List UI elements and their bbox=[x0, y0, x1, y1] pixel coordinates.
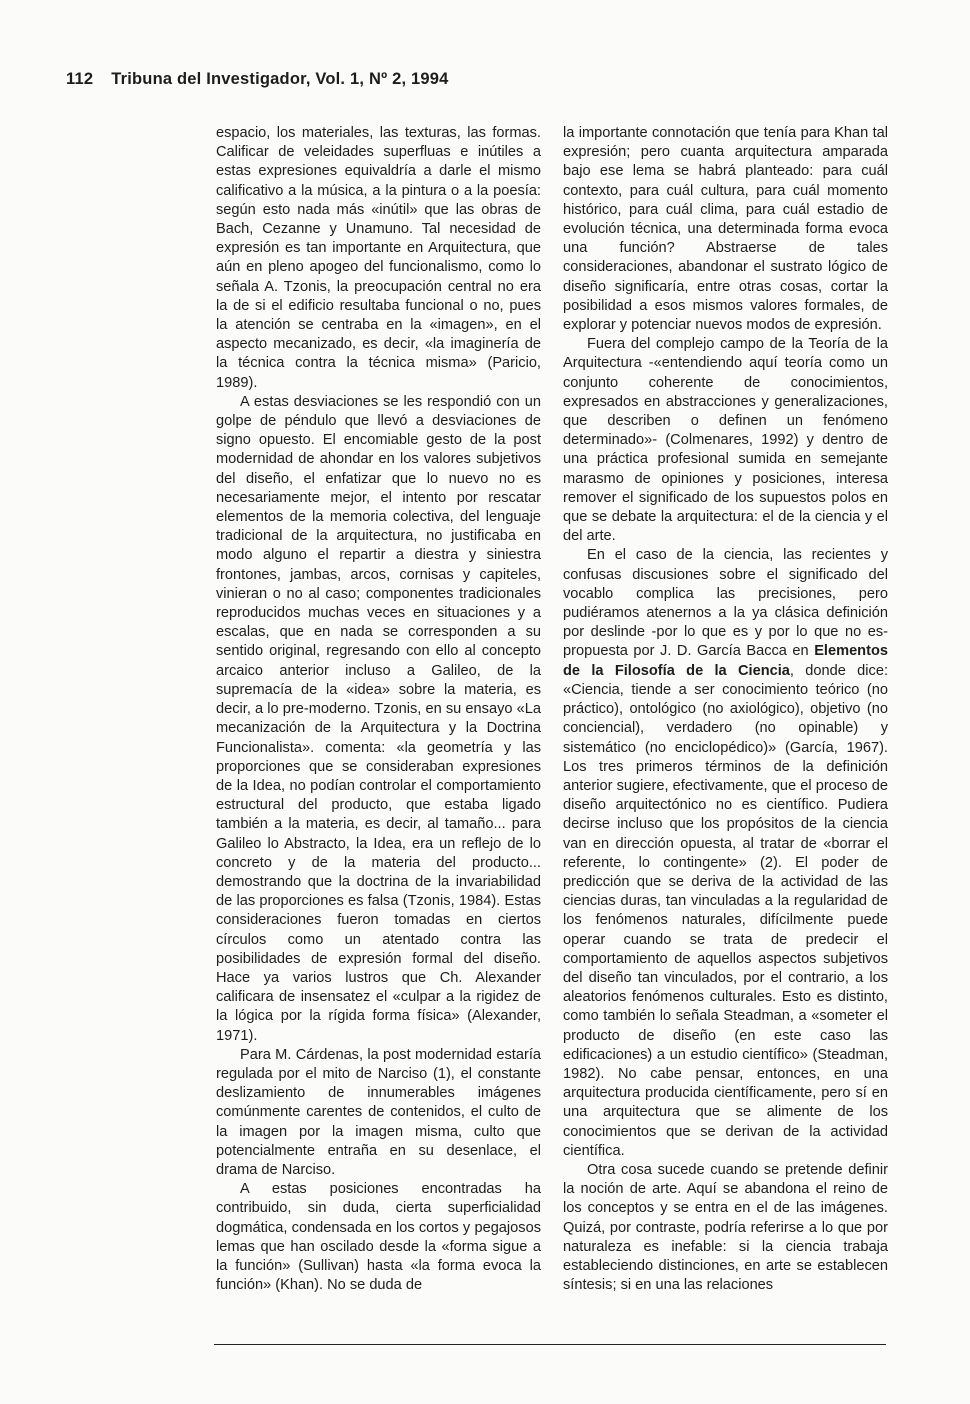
right-column bbox=[563, 124, 888, 1295]
paragraph: A estas desviaciones se les respondió con un golpe de péndulo que llevó a desviaciones de signo opuesto. El encomiable gesto de la post modernidad de ahondar en los valores subjetivos del diseño, el enfatizar que lo nuevo no es necesariamente mejor, el intento por rescatar elementos de la memoria colectiva, del lenguaje tradicional de la arquitectura, no justificaba en modo alguno el repartir a diestra y siniestra frontones, jambas, arcos, cornisas y capiteles, vinieran o no al caso; componentes tradicionales reproducidos muchas veces en situaciones y a escalas, que en nada se corresponden a su sentido original, regresando con ello al concepto arcaico anterior incluso a Galileo, de la supremacía de la «idea» sobre la materia, es decir, a lo pre-moderno. Tzonis, en su ensayo «La mecanización de la Arquitectura y la Doctrina Funcionalista». comenta: «la geometría y las proporciones que se consideraban expresiones de la Idea, no podían controlar el comportamiento estructural del producto, que estaba ligado también a la materia, es decir, al tamaño... para Galileo lo Abstracto, la Idea, era un reflejo de lo concreto y de la materia del producto... demostrando que la doctrina de la invariabilidad de las proporciones es falsa (Tzonis, 1984). Estas consideraciones fueron tomadas en ciertos círculos como un atentado contra las posibilidades de expresión formal del diseño. Hace ya varios lustros que Ch. Alexander calificara de insensatez el «culpar a la rigidez de la lógica por la rígida forma física» (Alexander, 1971). bbox=[216, 393, 541, 1044]
left-column bbox=[216, 124, 541, 1295]
paragraph: Para M. Cárdenas, la post modernidad estaría regulada por el mito de Narciso (1), el constante deslizamiento de innumerables imágenes comúnmente carentes de contenidos, el culto de la imagen por la imagen misma, culto que potencialmente entraña en su desenlace, el drama de Narciso. bbox=[216, 1046, 541, 1178]
running-header bbox=[66, 70, 449, 89]
paragraph bbox=[563, 546, 888, 1161]
journal-title: Tribuna del Investigador, Vol. 1, Nº 2, 1994 bbox=[111, 70, 449, 88]
text-run: , donde dice: «Ciencia, tiende a ser conocimiento teórico (no práctico), ontológico (no axiológico), objetivo (no conciencial), verdadero (no opinable) y sistemático (no enciclopédico)» (García, 1967). Los tres primeros términos de la definición anterior sugiere, efectivamente, que el proceso de diseño arquitectónico no es científico. Pudiera decirse incluso que los propósitos de la ciencia van en dirección opuesta, al tratar de «borrar el referente, lo contingente» (2). El poder de predicción que se deriva de la actividad de las ciencias duras, tan vinculadas a la regularidad de los fenómenos naturales, difícilmente puede operar cuando se trata de predecir el comportamiento de aquellos aspectos subjetivos del diseño tan vinculados, por el contrario, a los aleatorios fenómenos culturales. Esto es distinto, como también lo señala Steadman, a «someter el producto de diseño (en este caso las edificaciones) a un estudio científico» (Steadman, 1982). No cabe pensar, entonces, en una arquitectura producida científicamente, pero sí en una arquitectura que se alimente de los conocimientos que se derivan de la actividad científica. bbox=[563, 662, 889, 1159]
page-number: 112 bbox=[66, 70, 94, 88]
paragraph: A estas posiciones encontradas ha contribuido, sin duda, cierta superficialidad dogmática, condensada en los cortos y pegajosos lemas que han oscilado desde la «forma sigue a la función» (Sullivan) hasta «la forma evoca la función» (Khan). No se duda de bbox=[216, 1181, 541, 1294]
paragraph: Otra cosa sucede cuando se pretende definir la noción de arte. Aquí se abandona el reino de los conceptos y se entra en el de las imágenes. Quizá, por contraste, podría referirse a lo que por naturaleza es inefable: si la ciencia trabaja estableciendo distinciones, en arte se establecen síntesis; si en una las relaciones bbox=[563, 1161, 888, 1294]
text-run: En el caso de la ciencia, las recientes y confusas discusiones sobre el significado del vocablo complica las precisiones, pero pudiéramos atenernos a la ya clásica definición por deslinde -por lo que es y por lo que no es- propuesta por J. D. García Bacca en bbox=[563, 547, 888, 660]
paragraph: Fuera del complejo campo de la Teoría de la Arquitectura -«entendiendo aquí teoría como un conjunto coherente de conocimientos, expresados en abstracciones y generalizaciones, que describen o definen un fenómeno determinado»- (Colmenares, 1992) y dentro de una práctica profesional sumida en semejante marasmo de opiniones y posiciones, interesa remover el significado de los supuestos polos en que se debate la arquitectura: el de la ciencia y el del arte. bbox=[563, 336, 888, 545]
paragraph: espacio, los materiales, las texturas, las formas. Calificar de veleidades superfluas e inútiles a estas expresiones equivaldría a darle el mismo calificativo a la música, a la pintura o a la poesía: según esto nada más «inútil» que las obras de Bach, Cezanne y Unamuno. Tal necesidad de expresión es tan importante en Arquitectura, que aún en pleno apogeo del funcionalismo, como lo señala A. Tzonis, la preocupación central no era la de si el edificio resultaba funcional o no, pues la atención se centraba en la «imagen», en el aspecto mecanizado, es decir, «la imaginería de la técnica contra la técnica misma» (Paricio, 1989). bbox=[216, 125, 541, 391]
paragraph: la importante connotación que tenía para Khan tal expresión; pero cuanta arquitectura amparada bajo ese lema se habrá planteado: para cuál contexto, para cuál cultura, para cuál momento histórico, para cuál clima, para cuál estadio de evolución técnica, una determinada forma evoca una función? Abstraerse de tales consideraciones, abandonar el sustrato lógico de diseño significaría, entre otras cosas, cortar la posibilidad a esos mismos valores formales, de explorar y potenciar nuevos modos de expresión. bbox=[563, 125, 888, 334]
footer-rule bbox=[214, 1344, 886, 1345]
book-title: Elementos de la Filosofía de la Ciencia bbox=[563, 643, 888, 679]
